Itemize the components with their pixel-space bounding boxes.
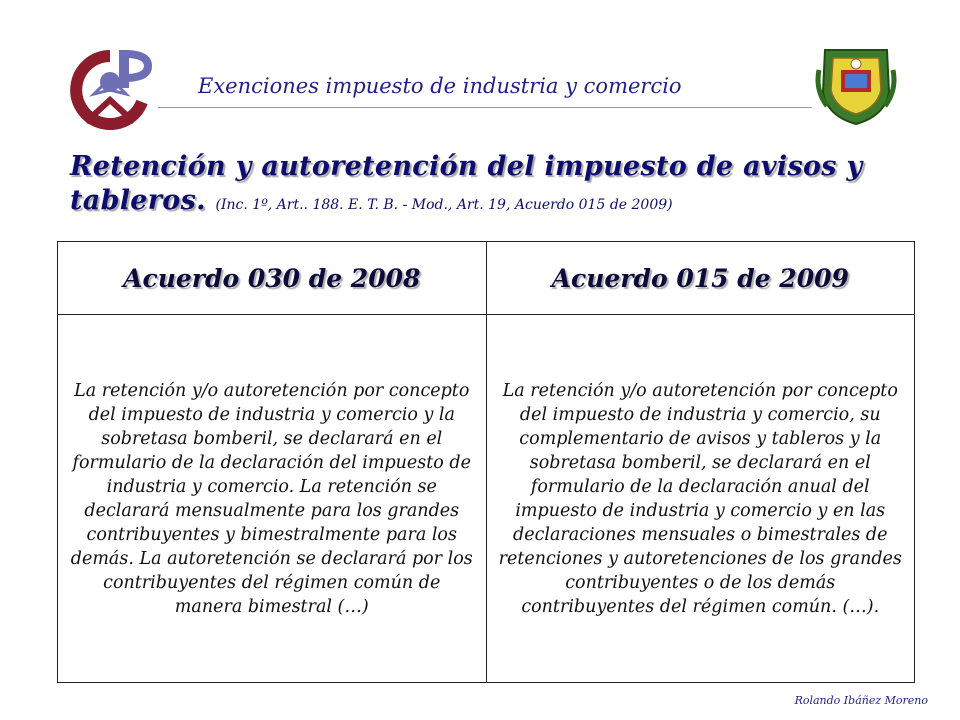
slide-title-reference: (Inc. 1º, Art.. 188. E. T. B. - Mod., Art. 19, Acuerdo 015 de 2009) <box>215 197 673 213</box>
table-cell-acuerdo-030: La retención y/o autoretención por concepto del impuesto de industria y comercio y la sobretasa bomberil, se declarará en el formulario de la declaración del impuesto de industria y comercio. La retención se declarará mensualmente para los grandes contribuyentes y bimestralmente para los demás. La autoretención se declarará por los contribuyentes del régimen común de manera bimestral (…) <box>58 315 487 683</box>
footer-author: Rolando Ibáñez Moreno <box>794 694 928 707</box>
comparison-table <box>57 241 915 683</box>
header-divider <box>158 107 812 108</box>
table-row <box>58 315 915 683</box>
slide-title <box>70 150 910 222</box>
header-title: Exenciones impuesto de industria y comercio <box>198 74 682 98</box>
table-cell-acuerdo-015: La retención y/o autoretención por concepto del impuesto de industria y comercio, su complementario de avisos y tableros y la sobretasa bomberil, se declarará en el formulario de la declaración anual del impuesto de industria y comercio y en las declaraciones mensuales o bimestrales de retenciones y autoretenciones de los grandes contribuyentes o de los demás contribuyentes del régimen común. (…). <box>486 315 915 683</box>
slide-title-main: Retención y autoretención del impuesto de avisos y tableros. <box>70 151 863 216</box>
table-header-acuerdo-015: Acuerdo 015 de 2009 <box>486 242 915 315</box>
cdp-logo-icon <box>64 44 156 132</box>
table-header-acuerdo-030: Acuerdo 030 de 2008 <box>58 242 487 315</box>
municipal-shield-icon <box>815 40 897 126</box>
table-header-row <box>58 242 915 315</box>
